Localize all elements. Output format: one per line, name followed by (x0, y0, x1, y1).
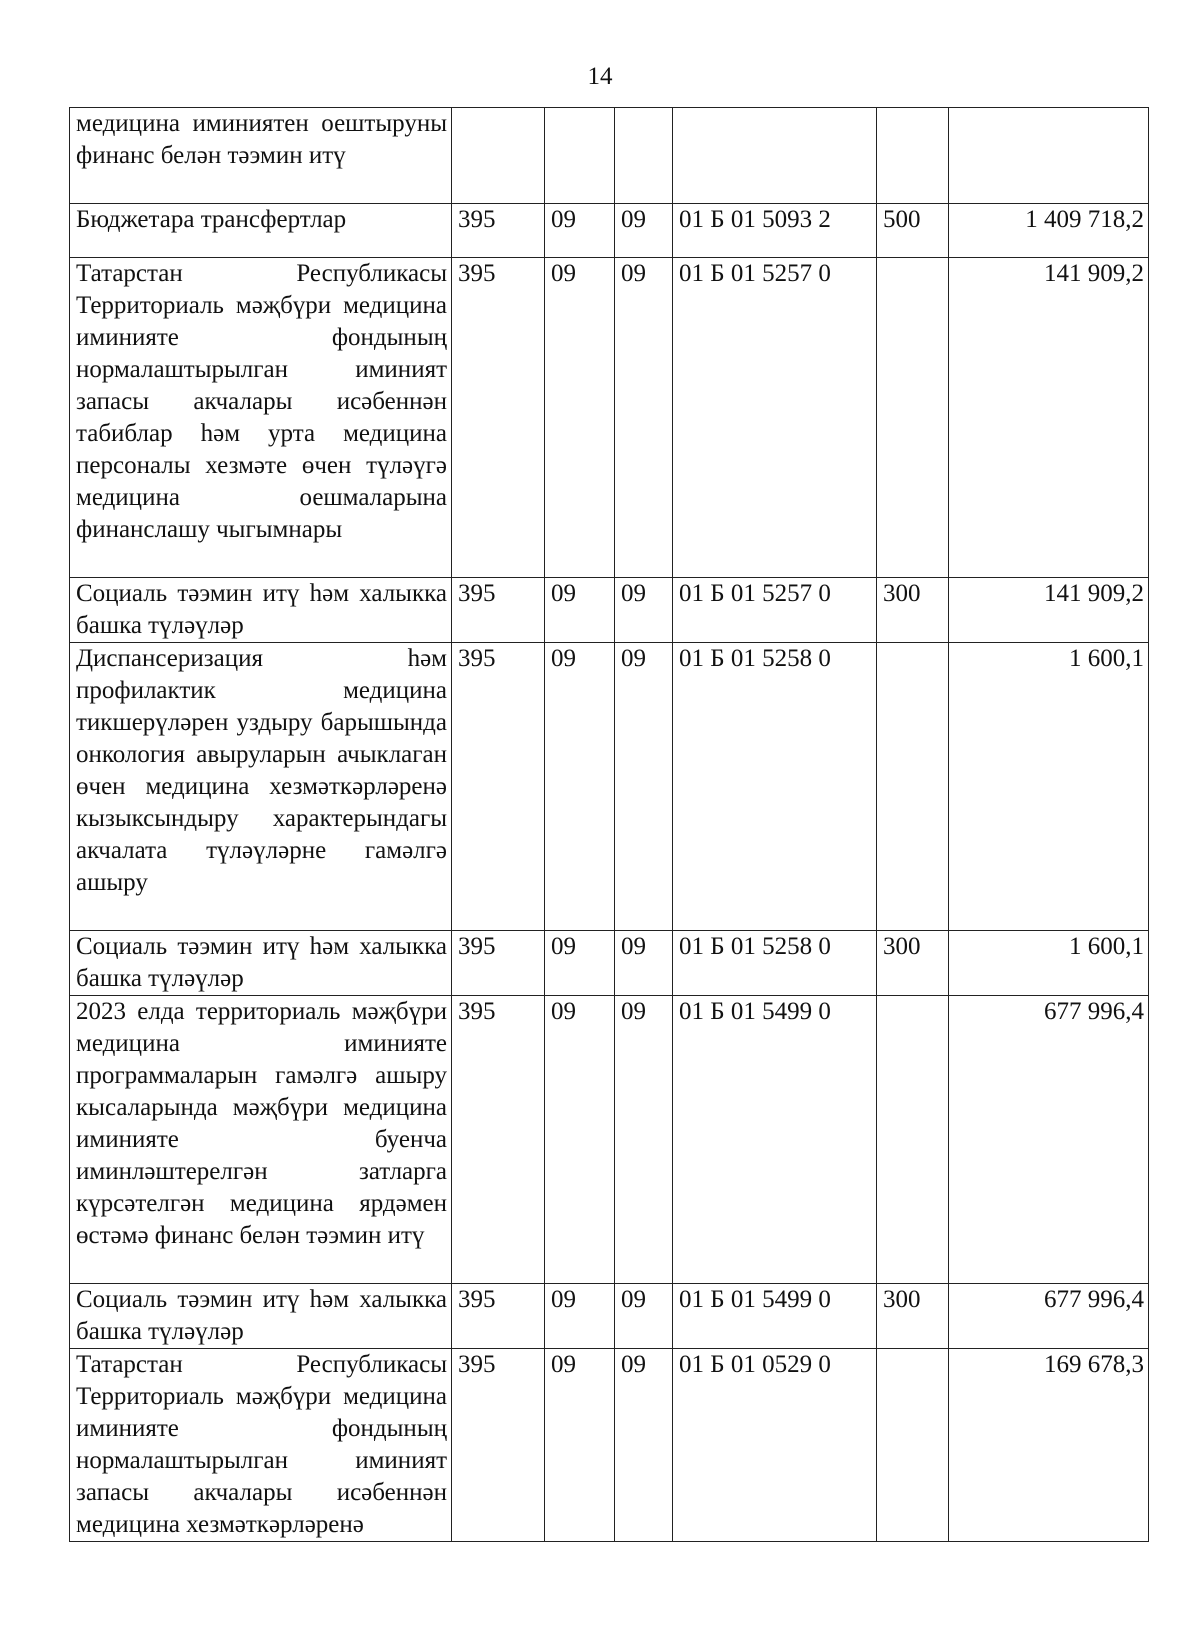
expense-type-code: 300 (877, 1284, 949, 1349)
row-description: медицина иминиятен оештыруны финанс белән тәэмин итү (70, 108, 452, 204)
ministry-code (452, 108, 545, 204)
section-code: 09 (545, 1349, 615, 1542)
section-code: 09 (545, 643, 615, 931)
row-description: Татарстан Республикасы Территориаль мәҗбүри медицина иминияте фондының нормалаштырылган иминият запасы акчалары исәбеннән табиблар һәм урта медицина персоналы хезмәте өчен түләүгә медицина оешмаларына финанслашу чыгымнары (70, 258, 452, 578)
amount: 677 996,4 (949, 996, 1149, 1284)
target-article-code: 01 Б 01 5257 0 (673, 578, 877, 643)
amount (949, 108, 1149, 204)
target-article-code (673, 108, 877, 204)
ministry-code: 395 (452, 996, 545, 1284)
section-code: 09 (545, 258, 615, 578)
target-article-code: 01 Б 01 5258 0 (673, 643, 877, 931)
row-description: Татарстан Республикасы Территориаль мәҗбүри медицина иминияте фондының нормалаштырылган иминият запасы акчалары исәбеннән медицина хезмәткәрләренә (70, 1349, 452, 1542)
expense-type-code (877, 108, 949, 204)
table-row (70, 931, 1149, 996)
expense-type-code (877, 1349, 949, 1542)
ministry-code: 395 (452, 204, 545, 258)
subsection-code: 09 (615, 258, 673, 578)
table-row (70, 204, 1149, 258)
subsection-code: 09 (615, 643, 673, 931)
table-row (70, 643, 1149, 931)
table-row (70, 1349, 1149, 1542)
amount: 1 409 718,2 (949, 204, 1149, 258)
row-description: Бюджетара трансфертлар (70, 204, 452, 258)
subsection-code (615, 108, 673, 204)
section-code: 09 (545, 1284, 615, 1349)
subsection-code: 09 (615, 1284, 673, 1349)
table-row (70, 996, 1149, 1284)
ministry-code: 395 (452, 578, 545, 643)
row-description: Социаль тәэмин итү һәм халыкка башка түләүләр (70, 578, 452, 643)
row-description: Социаль тәэмин итү һәм халыкка башка түләүләр (70, 1284, 452, 1349)
table-row (70, 1284, 1149, 1349)
table-row (70, 258, 1149, 578)
budget-table (69, 107, 1149, 1542)
section-code: 09 (545, 931, 615, 996)
page-number: 14 (587, 63, 613, 90)
expense-type-code: 300 (877, 931, 949, 996)
amount: 141 909,2 (949, 578, 1149, 643)
target-article-code: 01 Б 01 5093 2 (673, 204, 877, 258)
subsection-code: 09 (615, 1349, 673, 1542)
row-description: Диспансеризация һәм профилактик медицина тикшерүләрен уздыру барышында онкология авыруларын ачыклаган өчен медицина хезмәткәрләренә кызыксындыру характерындагы акчалата түләүләрне гамәлгә ашыру (70, 643, 452, 931)
ministry-code: 395 (452, 643, 545, 931)
subsection-code: 09 (615, 996, 673, 1284)
amount: 141 909,2 (949, 258, 1149, 578)
section-code: 09 (545, 578, 615, 643)
table-row (70, 578, 1149, 643)
target-article-code: 01 Б 01 5257 0 (673, 258, 877, 578)
expense-type-code (877, 643, 949, 931)
section-code: 09 (545, 204, 615, 258)
amount: 677 996,4 (949, 1284, 1149, 1349)
section-code: 09 (545, 996, 615, 1284)
target-article-code: 01 Б 01 0529 0 (673, 1349, 877, 1542)
subsection-code: 09 (615, 204, 673, 258)
expense-type-code: 300 (877, 578, 949, 643)
section-code (545, 108, 615, 204)
ministry-code: 395 (452, 1349, 545, 1542)
amount: 169 678,3 (949, 1349, 1149, 1542)
expense-type-code (877, 258, 949, 578)
expense-type-code (877, 996, 949, 1284)
ministry-code: 395 (452, 1284, 545, 1349)
amount: 1 600,1 (949, 643, 1149, 931)
expense-type-code: 500 (877, 204, 949, 258)
subsection-code: 09 (615, 931, 673, 996)
subsection-code: 09 (615, 578, 673, 643)
ministry-code: 395 (452, 931, 545, 996)
row-description: 2023 елда территориаль мәҗбүри медицина иминияте программаларын гамәлгә ашыру кысаларында мәҗбүри медицина иминияте буенча иминләштерелгән затларга күрсәтелгән медицина ярдәмен өстәмә финанс белән тәэмин итү (70, 996, 452, 1284)
target-article-code: 01 Б 01 5258 0 (673, 931, 877, 996)
row-description: Социаль тәэмин итү һәм халыкка башка түләүләр (70, 931, 452, 996)
amount: 1 600,1 (949, 931, 1149, 996)
target-article-code: 01 Б 01 5499 0 (673, 1284, 877, 1349)
table-row (70, 108, 1149, 204)
ministry-code: 395 (452, 258, 545, 578)
target-article-code: 01 Б 01 5499 0 (673, 996, 877, 1284)
